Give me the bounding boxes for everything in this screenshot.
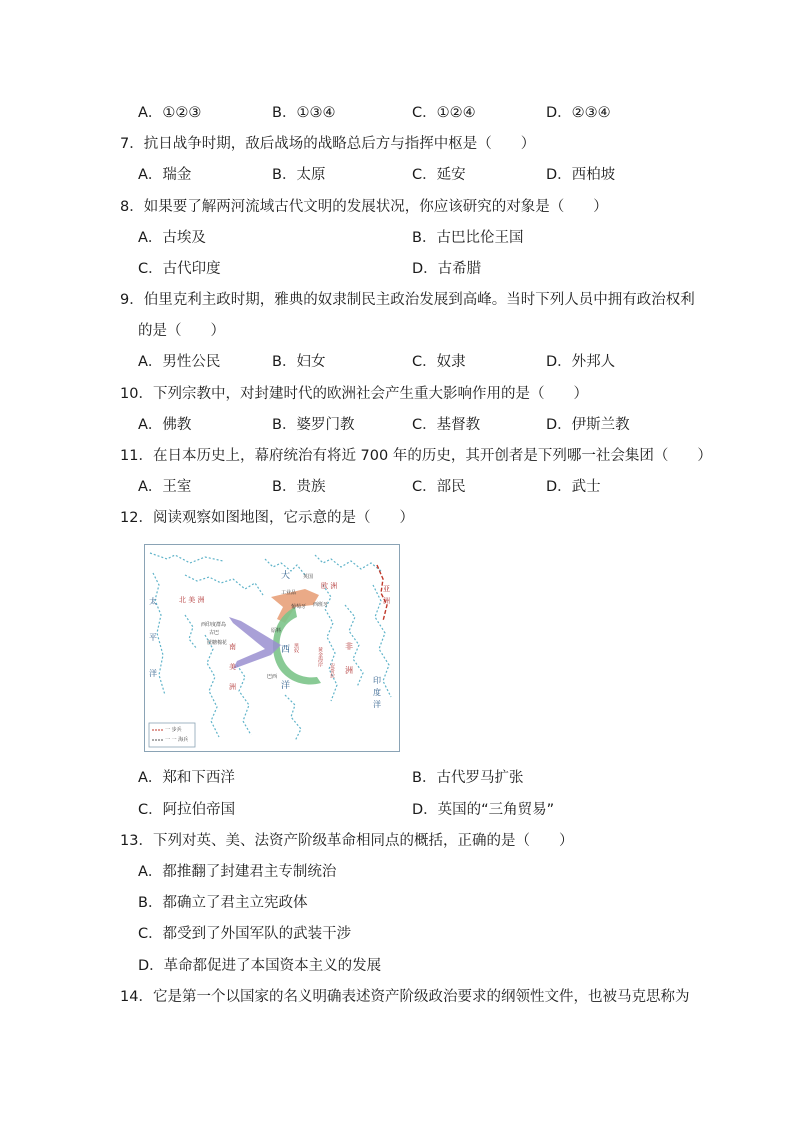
q11-option-d: D．武士 xyxy=(546,479,601,495)
map-label-portugal: 葡萄牙 xyxy=(291,604,307,610)
q13-option-c: C．都受到了外国军队的武装干涉 xyxy=(138,926,352,942)
q10-option-a: A．佛教 xyxy=(138,417,192,433)
map-label-england: 英国 xyxy=(303,574,314,580)
america-route-arrow xyxy=(229,617,281,669)
q6-option-c: C．①②④ xyxy=(412,105,476,121)
q9-option-c: C．奴隶 xyxy=(412,354,466,370)
q10-option-d: D．伊斯兰教 xyxy=(546,417,630,433)
q8-stem: 8．如果要了解两河流域古代文明的发展状况，你应该研究的对象是（ ） xyxy=(120,199,608,215)
q10-option-b: B．婆罗门教 xyxy=(272,417,355,433)
map-label-europe: 欧 洲 xyxy=(321,582,338,590)
map-label-cuba: 古巴 xyxy=(209,630,220,636)
map-label-pacific: 太 平 洋 xyxy=(149,597,157,678)
q8-option-b: B．古巴比伦王国 xyxy=(412,230,524,246)
q12-option-c: C．阿拉伯帝国 xyxy=(138,802,236,818)
q12-stem: 12．阅读观察如图地图，它示意的是（ ） xyxy=(120,510,414,526)
q7-stem: 7．抗日战争时期，敌后战场的战略总后方与指挥中枢是（ ） xyxy=(120,136,536,152)
q11-option-c: C．部民 xyxy=(412,479,466,495)
q7-option-b: B．太原 xyxy=(272,167,326,183)
map-label-goods-3: 原料 xyxy=(271,628,282,634)
q13-option-a: A．都推翻了封建君主专制统治 xyxy=(138,864,337,880)
map-label-congo: 安哥拉 xyxy=(329,663,335,678)
q11-option-b: B．贵族 xyxy=(272,479,326,495)
map-label-west-indies: 西印度群岛 xyxy=(201,622,227,628)
q10-stem: 10．下列宗教中，对封建时代的欧洲社会产生重大影响作用的是（ ） xyxy=(120,386,588,402)
map-label-africa: 非 洲 xyxy=(345,642,353,675)
map-label-slave-coast: 黄金海岸 xyxy=(317,647,323,667)
q10-option-c: C．基督教 xyxy=(412,417,481,433)
q9-option-d: D．外邦人 xyxy=(546,354,616,370)
q11-stem: 11．在日本历史上，幕府统治有将近 700 年的历史，其开创者是下列哪一社会集团（ ） xyxy=(120,448,712,464)
map-label-goods-2: 黑奴 xyxy=(293,643,299,653)
q7-option-a: A．瑞金 xyxy=(138,167,192,183)
q7-option-d: D．西柏坡 xyxy=(546,167,616,183)
q7-option-c: C．延安 xyxy=(412,167,466,183)
legend-label-2: 一 一 海兵 xyxy=(165,737,189,743)
map-label-indian-ocean: 印 度 洋 xyxy=(373,676,381,709)
q9-stem-line2: 的是（ ） xyxy=(138,323,225,339)
q12-option-a: A．郑和下西洋 xyxy=(138,770,235,786)
q12-option-b: B．古代罗马扩张 xyxy=(412,770,524,786)
q13-option-b: B．都确立了君主立宪政体 xyxy=(138,895,308,911)
q8-option-d: D．古希腊 xyxy=(412,261,482,277)
map-label-atlantic: 大 西 洋 xyxy=(281,571,291,691)
map-label-south-america: 南 美 洲 xyxy=(229,643,236,691)
q11-option-a: A．王室 xyxy=(138,479,192,495)
map-label-spain: 西班牙 xyxy=(313,602,329,608)
q9-option-a: A．男性公民 xyxy=(138,354,221,370)
triangle-trade-map xyxy=(144,544,400,752)
q13-option-d: D．革命都促进了本国资本主义的发展 xyxy=(138,958,382,974)
map-label-brazil: 巴西 xyxy=(267,674,278,680)
legend-label-1: 一 步兵 xyxy=(165,727,182,733)
q6-option-a: A．①②③ xyxy=(138,105,202,121)
q8-option-c: C．古代印度 xyxy=(138,261,221,277)
map-label-north-america: 北 美 洲 xyxy=(179,596,205,604)
map-label-asia: 亚 洲 xyxy=(383,585,390,605)
q12-option-d: D．英国的“三角贸易” xyxy=(412,802,555,818)
q9-stem-line1: 9．伯里克利主政时期，雅典的奴隶制民主政治发展到高峰。当时下列人员中拥有政治权利 xyxy=(120,292,695,308)
q6-option-d: D．②③④ xyxy=(546,105,611,121)
q13-stem: 13．下列对英、美、法资产阶级革命相同点的概括，正确的是（ ） xyxy=(120,833,574,849)
q8-option-a: A．古埃及 xyxy=(138,230,206,246)
q14-stem: 14．它是第一个以国家的名义明确表述资产阶级政治要求的纲领性文件，也被马克思称为 xyxy=(120,989,690,1005)
map-label-sugar: 蔗糖棉花 xyxy=(207,640,228,646)
map-label-goods-1: 工业品 xyxy=(281,590,297,596)
q9-option-b: B．妇女 xyxy=(272,354,326,370)
q6-option-b: B．①③④ xyxy=(272,105,336,121)
